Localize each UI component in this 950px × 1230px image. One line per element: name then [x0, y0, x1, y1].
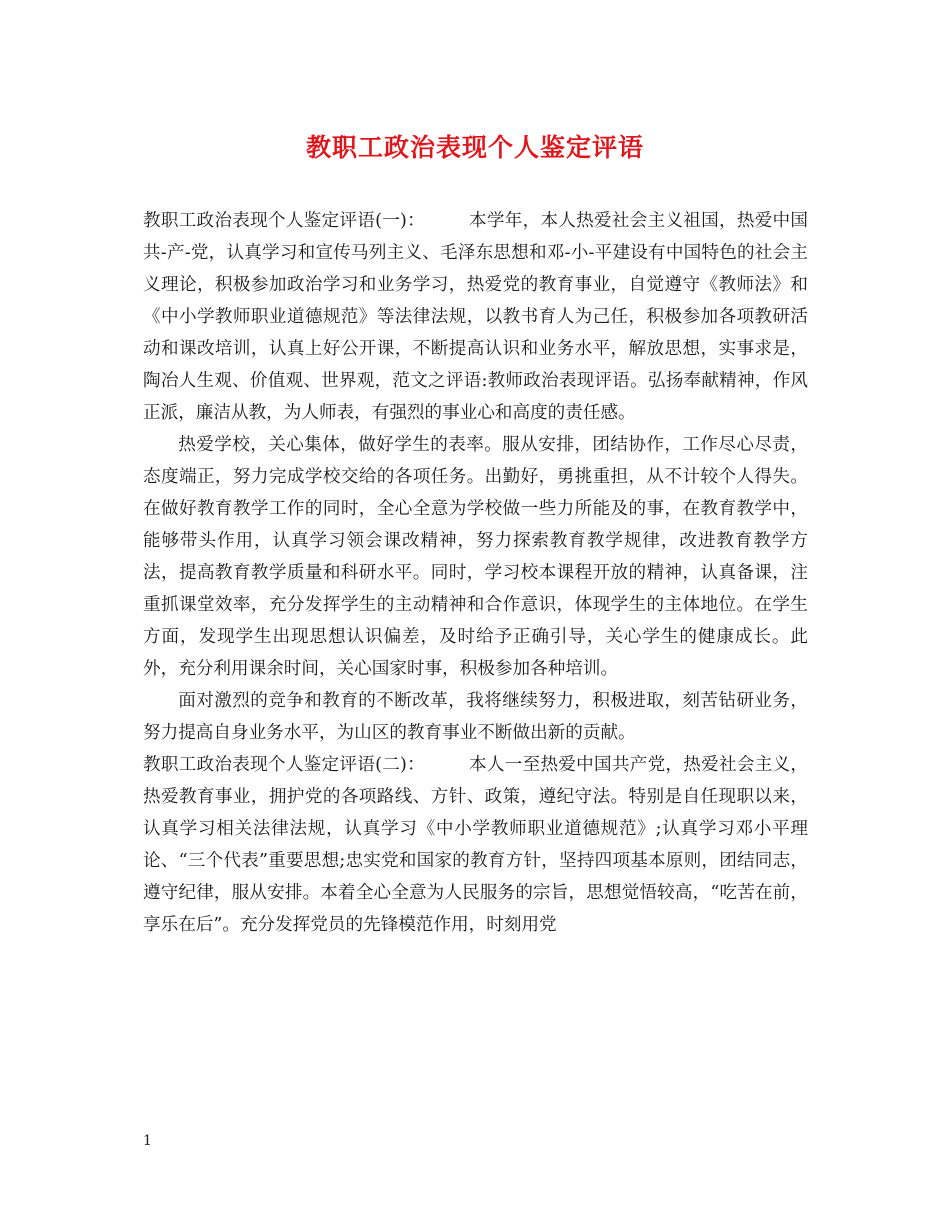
section-1-intro-paragraph — [143, 205, 808, 429]
page-number: 1 — [143, 1133, 152, 1149]
document-body — [143, 205, 808, 941]
section-1-heading: 教职工政治表现个人鉴定评语(一)： — [143, 211, 426, 231]
section-1-intro-text: 本学年，本人热爱社会主义祖国，热爱中国共-产-党，认真学习和宣传马列主义、毛泽东思想和邓-小-平建设有中国特色的社会主义理论，积极参加政治学习和业务学习，热爱党的教育事业，自觉遵守《教师法》和《中小学教师职业道德规范》等法律法规，以教书育人为己任，积极参加各项教研活动和课改培训，认真上好公开课，不断提高认识和业务水平，解放思想，实事求是，陶冶人生观、价值观、世界观，范文之评语:教师政治表现评语。弘扬奉献精神，作风正派，廉洁从教，为人师表，有强烈的事业心和高度的责任感。 — [143, 211, 808, 423]
document-title: 教职工政治表现个人鉴定评语 — [305, 133, 644, 162]
section-2-heading: 教职工政治表现个人鉴定评语(二)： — [143, 755, 426, 775]
section-2-intro-paragraph — [143, 749, 808, 941]
section-2-intro-text: 本人一至热爱中国共产党，热爱社会主义，热爱教育事业，拥护党的各项路线、方针、政策，遵纪守法。特别是自任现职以来，认真学习相关法律法规，认真学习《中小学教师职业道德规范》;认真学习邓小平理论、“三个代表”重要思想;忠实党和国家的教育方针，坚持四项基本原则，团结同志，遵守纪律，服从安排。本着全心全意为人民服务的宗旨，思想觉悟较高，“吃苦在前，享乐在后”。充分发挥党员的先锋模范作用，时刻用党 — [143, 755, 808, 935]
section-1-paragraph-3: 面对激烈的竞争和教育的不断改革，我将继续努力，积极进取，刻苦钻研业务，努力提高自身业务水平，为山区的教育事业不断做出新的贡献。 — [143, 691, 808, 743]
section-1-paragraph-2: 热爱学校，关心集体，做好学生的表率。服从安排，团结协作，工作尽心尽责，态度端正，努力完成学校交给的各项任务。出勤好，勇挑重担，从不计较个人得失。在做好教育教学工作的同时，全心全意为学校做一些力所能及的事，在教育教学中，能够带头作用，认真学习领会课改精神，努力探索教育教学规律，改进教育教学方法，提高教育教学质量和科研水平。同时，学习校本课程开放的精神，认真备课，注重抓课堂效率，充分发挥学生的主动精神和合作意识，体现学生的主体地位。在学生方面，发现学生出现思想认识偏差，及时给予正确引导，关心学生的健康成长。此外，充分利用课余时间，关心国家时事，积极参加各种培训。 — [143, 435, 808, 679]
